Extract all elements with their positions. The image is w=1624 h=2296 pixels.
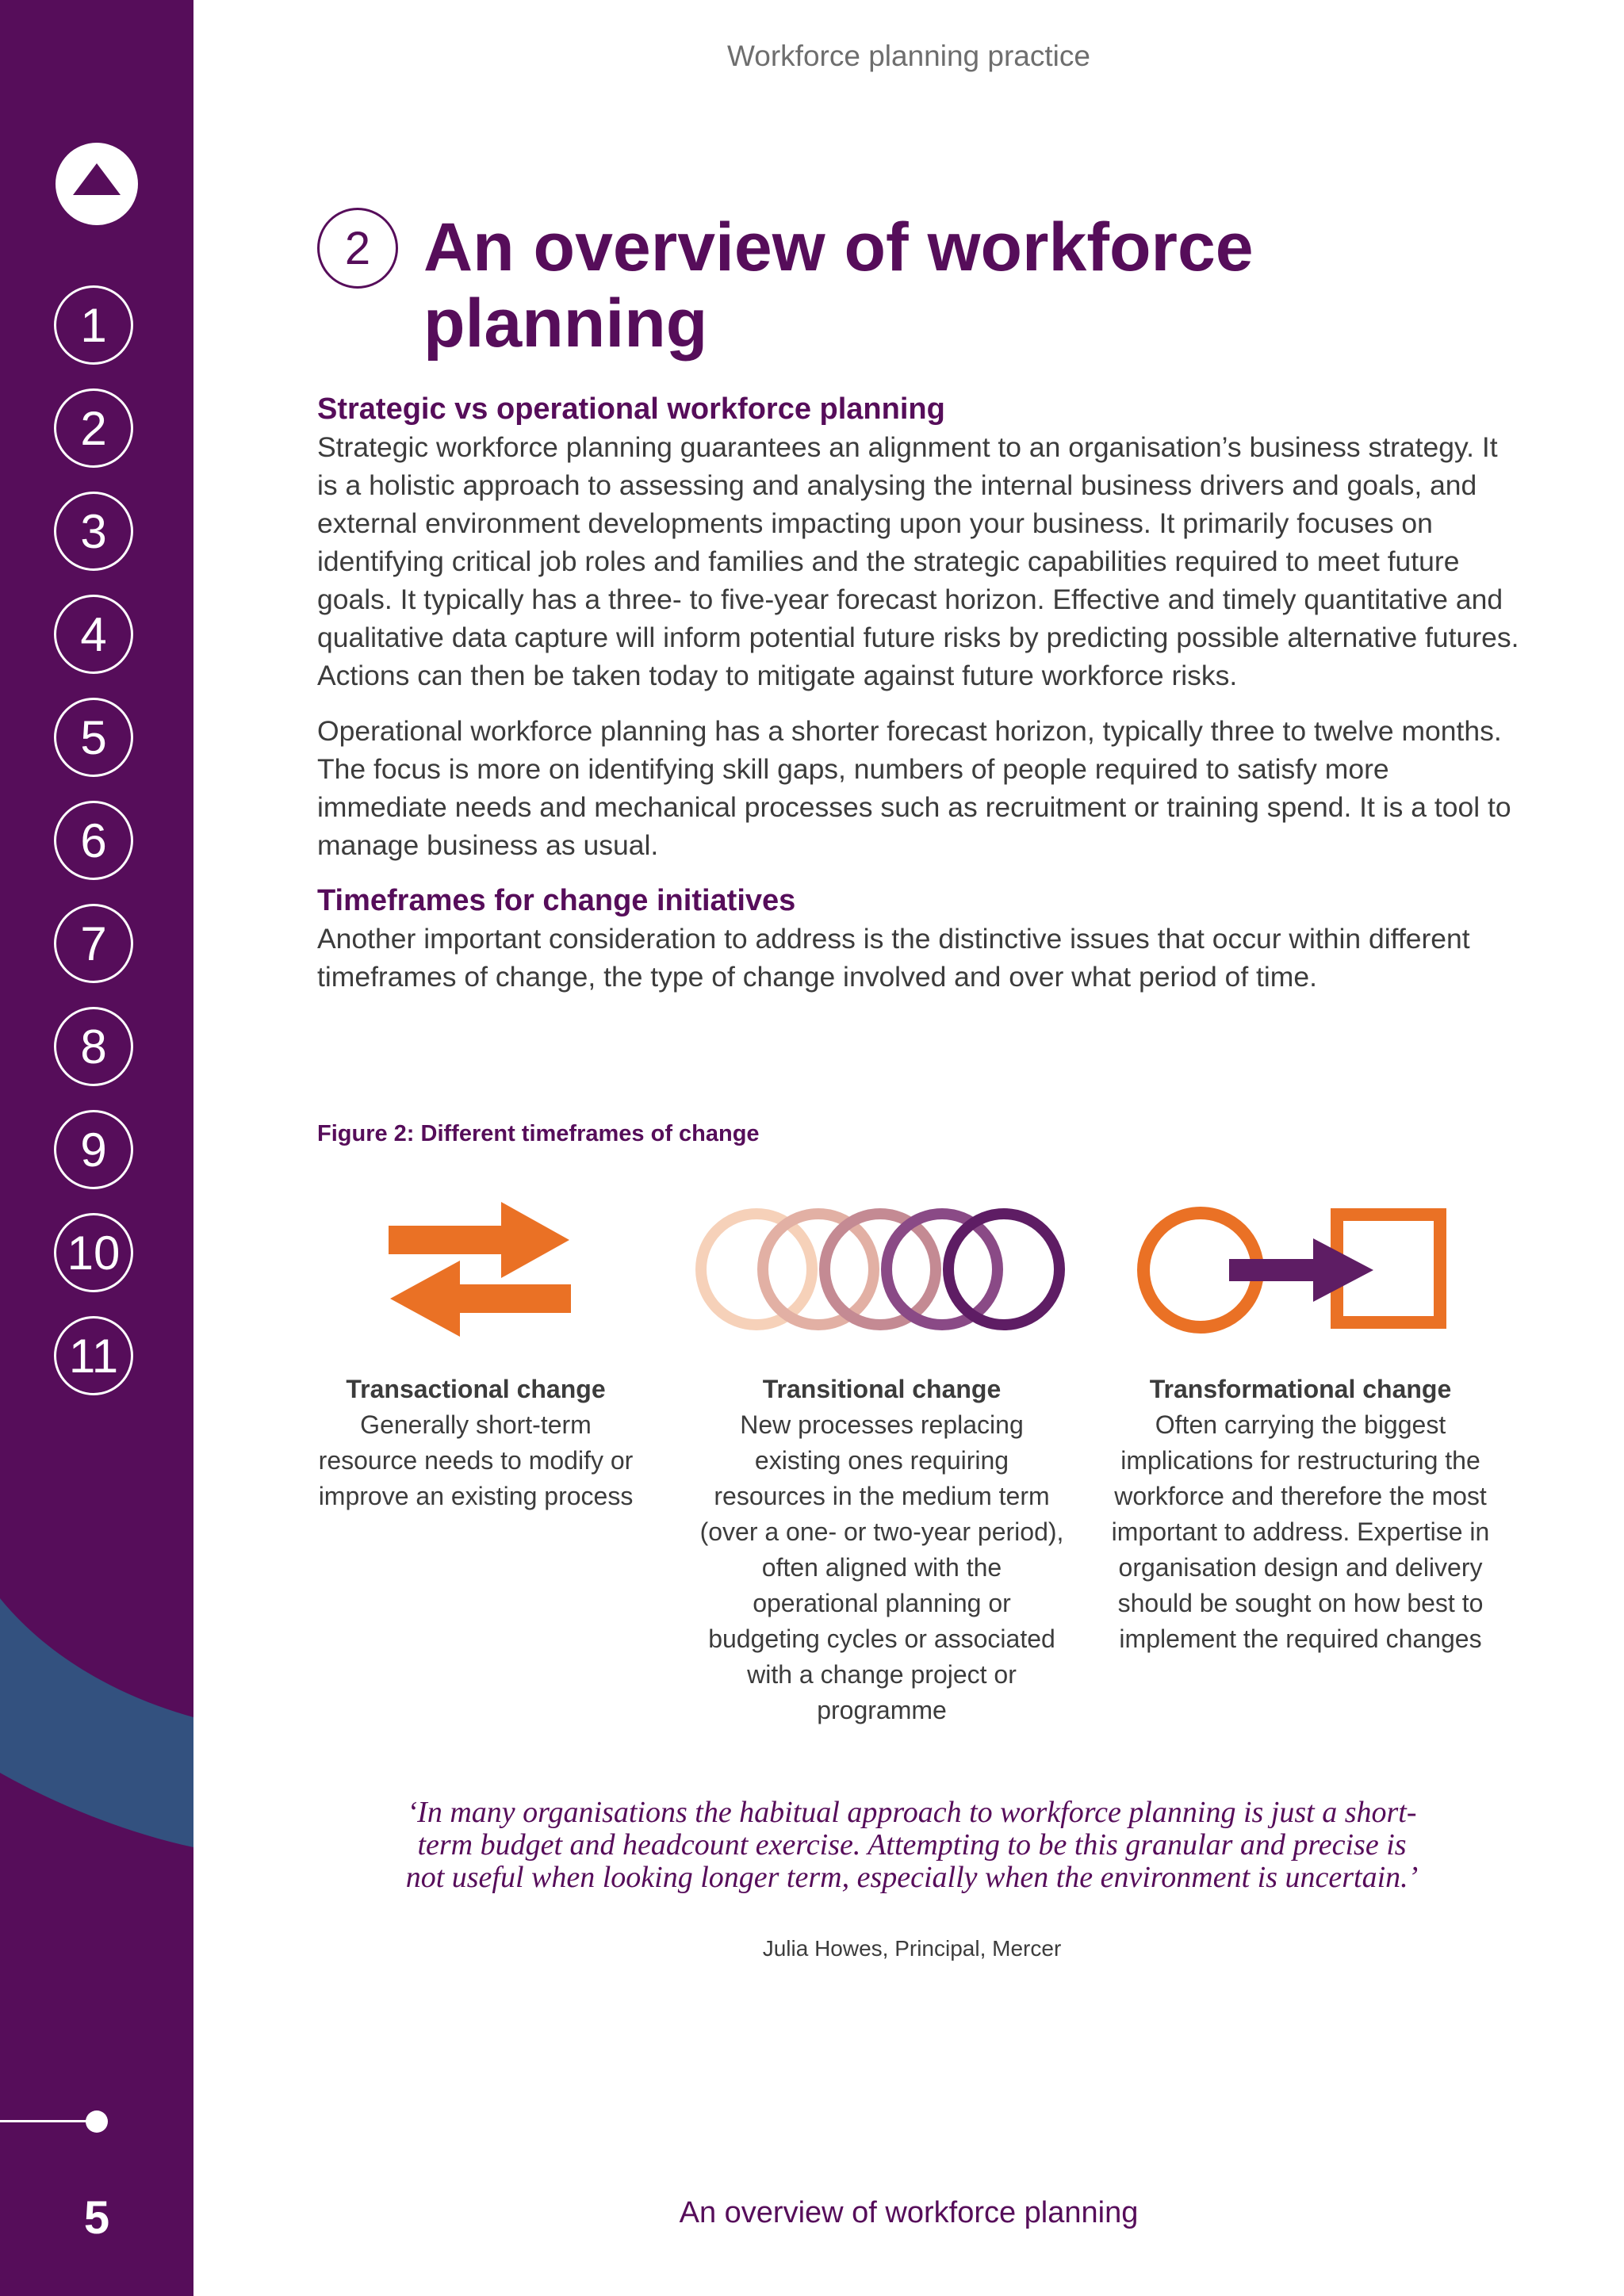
running-header: Workforce planning practice bbox=[727, 40, 1090, 72]
sidebar-nav bbox=[0, 0, 193, 2296]
triangle-up-icon bbox=[56, 143, 138, 225]
transformational-change-description: Often carrying the biggest implications for restructuring the workforce and therefore the most important to address. Expertise in organisation design and delivery should be sought on how best to implement the required changes bbox=[1111, 1410, 1490, 1653]
transactional-change-title: Transactional change bbox=[346, 1375, 606, 1403]
nav-section-7[interactable]: 7 bbox=[54, 904, 133, 983]
nav-section-6[interactable]: 6 bbox=[54, 801, 133, 880]
exchange-arrows-icon bbox=[381, 1196, 579, 1341]
nav-section-3[interactable]: 3 bbox=[54, 492, 133, 571]
subheading-strategic-vs-operational: Strategic vs operational workforce planning bbox=[317, 392, 945, 426]
nav-section-5[interactable]: 5 bbox=[54, 698, 133, 777]
figure-caption: Figure 2: Different timeframes of change bbox=[317, 1121, 760, 1146]
nav-section-9[interactable]: 9 bbox=[54, 1110, 133, 1189]
transitional-change-description: New processes replacing existing ones requiring resources in the medium term (over a one- or two-year period), often aligned with the operational planning or budgeting cycles or associated with a change project or programme bbox=[699, 1410, 1064, 1724]
figure-column-transitional bbox=[698, 1372, 1066, 1728]
section-nav-list bbox=[54, 285, 133, 1419]
transformational-change-title: Transformational change bbox=[1149, 1375, 1452, 1403]
page-number: 5 bbox=[83, 2192, 110, 2244]
subheading-timeframes: Timeframes for change initiatives bbox=[317, 884, 796, 917]
back-to-top-button[interactable] bbox=[56, 143, 138, 225]
figure-column-transformational bbox=[1110, 1372, 1491, 1657]
paragraph-strategic: Strategic workforce planning guarantees an alignment to an organisation’s business strategy. It is a holistic approach to assessing and analysing the internal business drivers and goals, and external environment developments impacting upon your business. It primarily focuses on identifying critical job roles and families and the strategic capabilities required to meet future goals. It typically has a three- to five-year forecast horizon. Effective and timely quantitative and qualitative data capture will inform potential future risks by predicting possible alternative futures. Actions can then be taken today to mitigate against future workforce risks. bbox=[317, 431, 1519, 691]
transitional-change-title: Transitional change bbox=[762, 1375, 1002, 1403]
pull-quote: ‘In many organisations the habitual approach to workforce planning is just a short-term budget and headcount exercise. Attempting to be this granular and precise is not useful when looking longer term, especially when the environment is uncertain.’ bbox=[405, 1796, 1419, 1894]
circle-to-square-icon bbox=[1131, 1200, 1456, 1343]
nav-section-2[interactable]: 2 bbox=[54, 388, 133, 468]
nav-section-1[interactable]: 1 bbox=[54, 285, 133, 365]
page-progress-track bbox=[0, 2120, 98, 2122]
quote-attribution: Julia Howes, Principal, Mercer bbox=[762, 1936, 1062, 1961]
paragraph-operational: Operational workforce planning has a shorter forecast horizon, typically three to twelve months. The focus is more on identifying skill gaps, numbers of people required to satisfy more immediate needs and mechanical processes such as recruitment or training spend. It is a tool to manage business as usual. bbox=[317, 715, 1511, 861]
paragraph-timeframes: Another important consideration to address is the distinctive issues that occur within different timeframes of change, the type of change involved and over what period of time. bbox=[317, 923, 1470, 993]
nav-section-11[interactable]: 11 bbox=[54, 1316, 133, 1395]
page-progress-marker bbox=[86, 2110, 108, 2133]
figure-column-transactional bbox=[317, 1372, 634, 1514]
nav-section-8[interactable]: 8 bbox=[54, 1007, 133, 1086]
page-title: An overview of workforce planning bbox=[423, 209, 1254, 362]
nav-section-4[interactable]: 4 bbox=[54, 595, 133, 674]
transactional-change-description: Generally short-term resource needs to modify or improve an existing process bbox=[318, 1410, 634, 1510]
overlapping-rings-icon bbox=[690, 1202, 1078, 1337]
nav-section-10[interactable]: 10 bbox=[54, 1213, 133, 1292]
footer-chapter-title[interactable]: An overview of workforce planning bbox=[679, 2196, 1139, 2229]
main-content bbox=[317, 390, 1522, 1013]
section-number-badge: 2 bbox=[317, 208, 398, 289]
